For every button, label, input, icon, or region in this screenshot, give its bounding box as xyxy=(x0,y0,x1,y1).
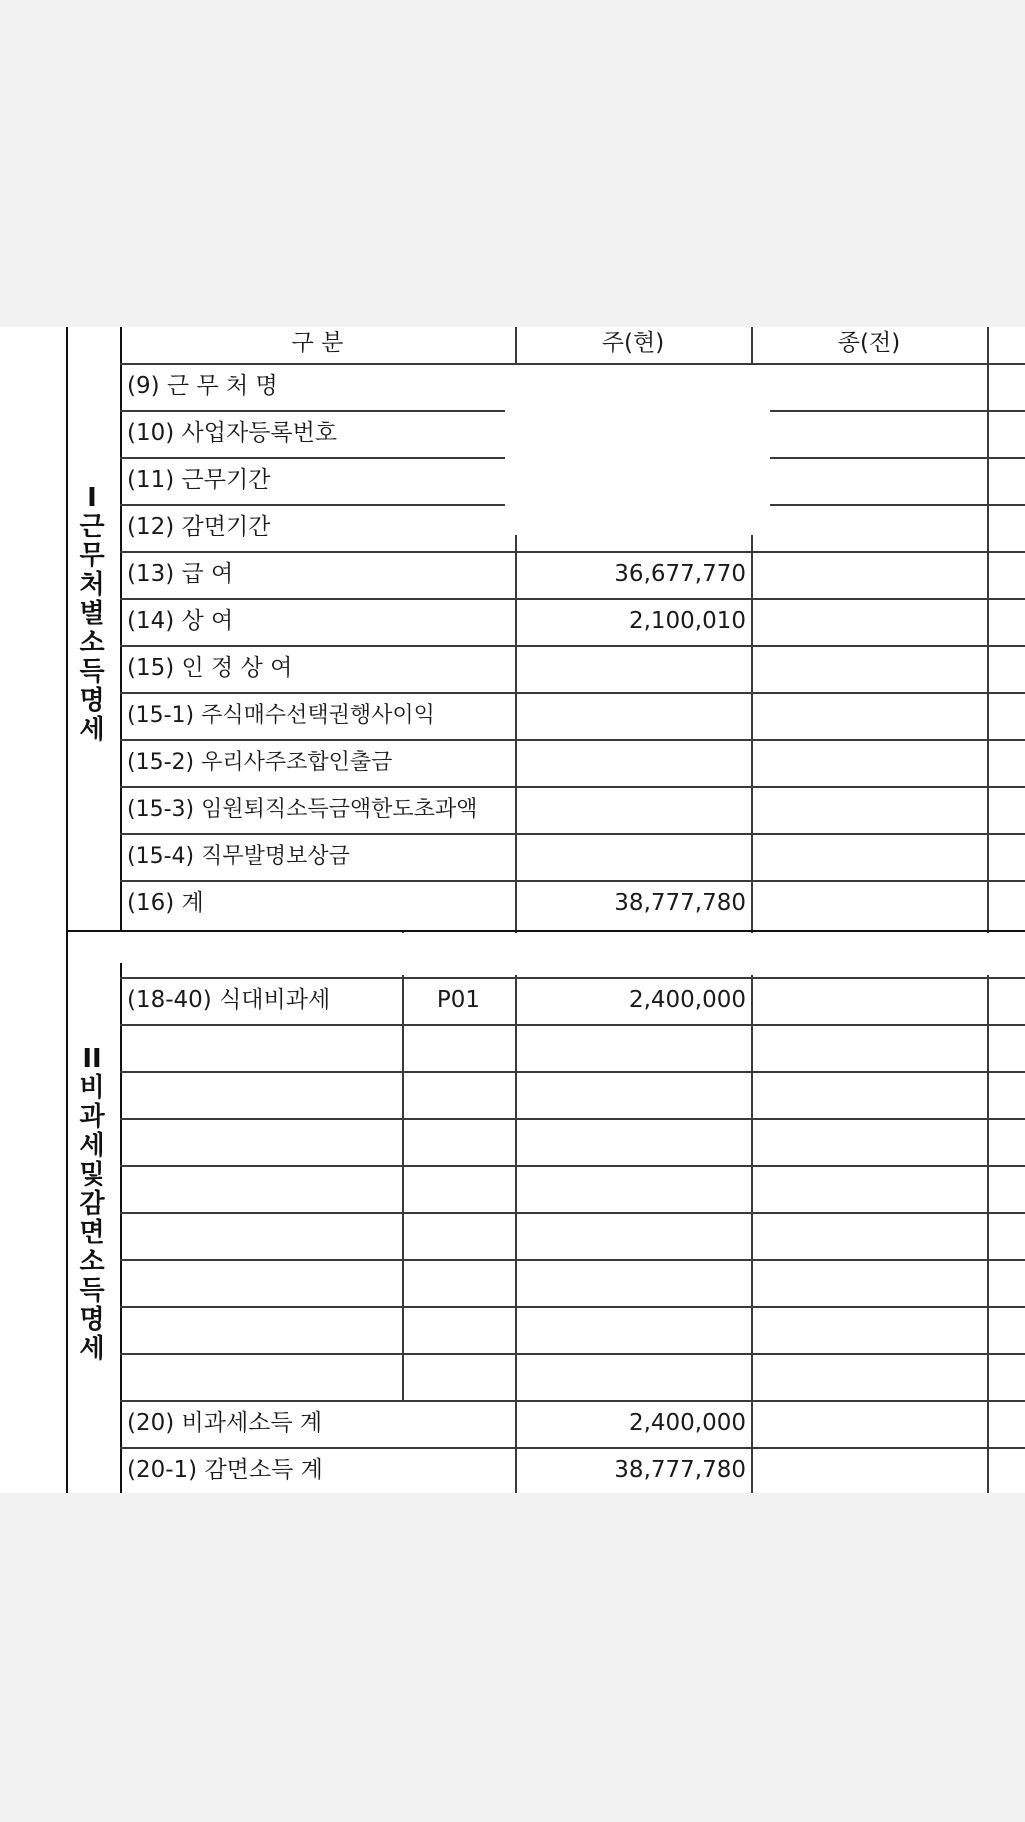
row-divider xyxy=(120,1259,1025,1261)
current-value: 2,400,000 xyxy=(628,987,746,1013)
current-value: 38,777,780 xyxy=(614,890,746,916)
row-label: (14) 상 여 xyxy=(127,608,234,634)
row-label: (16) 계 xyxy=(127,890,204,916)
row-label: (11) 근무기간 xyxy=(127,467,271,493)
section2-side-border xyxy=(120,963,122,1493)
header-previous: 종(전) xyxy=(837,330,901,356)
row-label: (9) 근 무 처 명 xyxy=(127,373,278,399)
row-divider xyxy=(120,1165,1025,1167)
row-label: (15-4) 직무발명보상금 xyxy=(127,844,350,869)
row-label: (12) 감면기간 xyxy=(127,514,271,540)
row-label: (13) 급 여 xyxy=(127,561,234,587)
row-label: (15-3) 임원퇴직소득금액한도초과액 xyxy=(127,797,478,822)
row-divider xyxy=(120,1306,1025,1308)
current-value: 2,100,010 xyxy=(628,608,746,634)
header-category: 구 분 xyxy=(291,330,344,356)
row-label: (20) 비과세소득 계 xyxy=(127,1410,323,1436)
row-label: (18-40) 식대비과세 xyxy=(127,987,331,1013)
section-divider xyxy=(66,930,1025,932)
row-label: (10) 사업자등록번호 xyxy=(127,420,338,446)
right-column-border xyxy=(987,327,989,1493)
row-label: (20-1) 감면소득 계 xyxy=(127,1457,323,1483)
current-value: 2,400,000 xyxy=(628,1410,746,1436)
section1-side-label: I 근 무 처 별 소 득 명 세 xyxy=(79,483,105,745)
row-divider xyxy=(120,1024,1025,1026)
row-code: P01 xyxy=(436,987,481,1013)
row-divider xyxy=(120,1353,1025,1355)
row-label: (15-2) 우리사주조합인출금 xyxy=(127,750,393,775)
row-divider xyxy=(120,1071,1025,1073)
outer-left-border xyxy=(66,327,68,1493)
row-divider xyxy=(120,1118,1025,1120)
section1-side-border xyxy=(120,327,122,930)
current-value: 36,677,770 xyxy=(614,561,746,587)
redacted-area xyxy=(122,933,1025,975)
tax-form-sheet xyxy=(0,327,1025,1493)
row-label: (15-1) 주식매수선택권행사이익 xyxy=(127,703,435,728)
row-divider xyxy=(120,1212,1025,1214)
redacted-area xyxy=(230,883,513,928)
section2-side-label: II 비 과 세 및 감 면 소 득 명 세 xyxy=(79,1044,105,1364)
redacted-area xyxy=(505,365,770,535)
current-value: 38,777,780 xyxy=(614,1457,746,1483)
row-label: (15) 인 정 상 여 xyxy=(127,655,293,681)
header-current: 주(현) xyxy=(601,330,665,356)
